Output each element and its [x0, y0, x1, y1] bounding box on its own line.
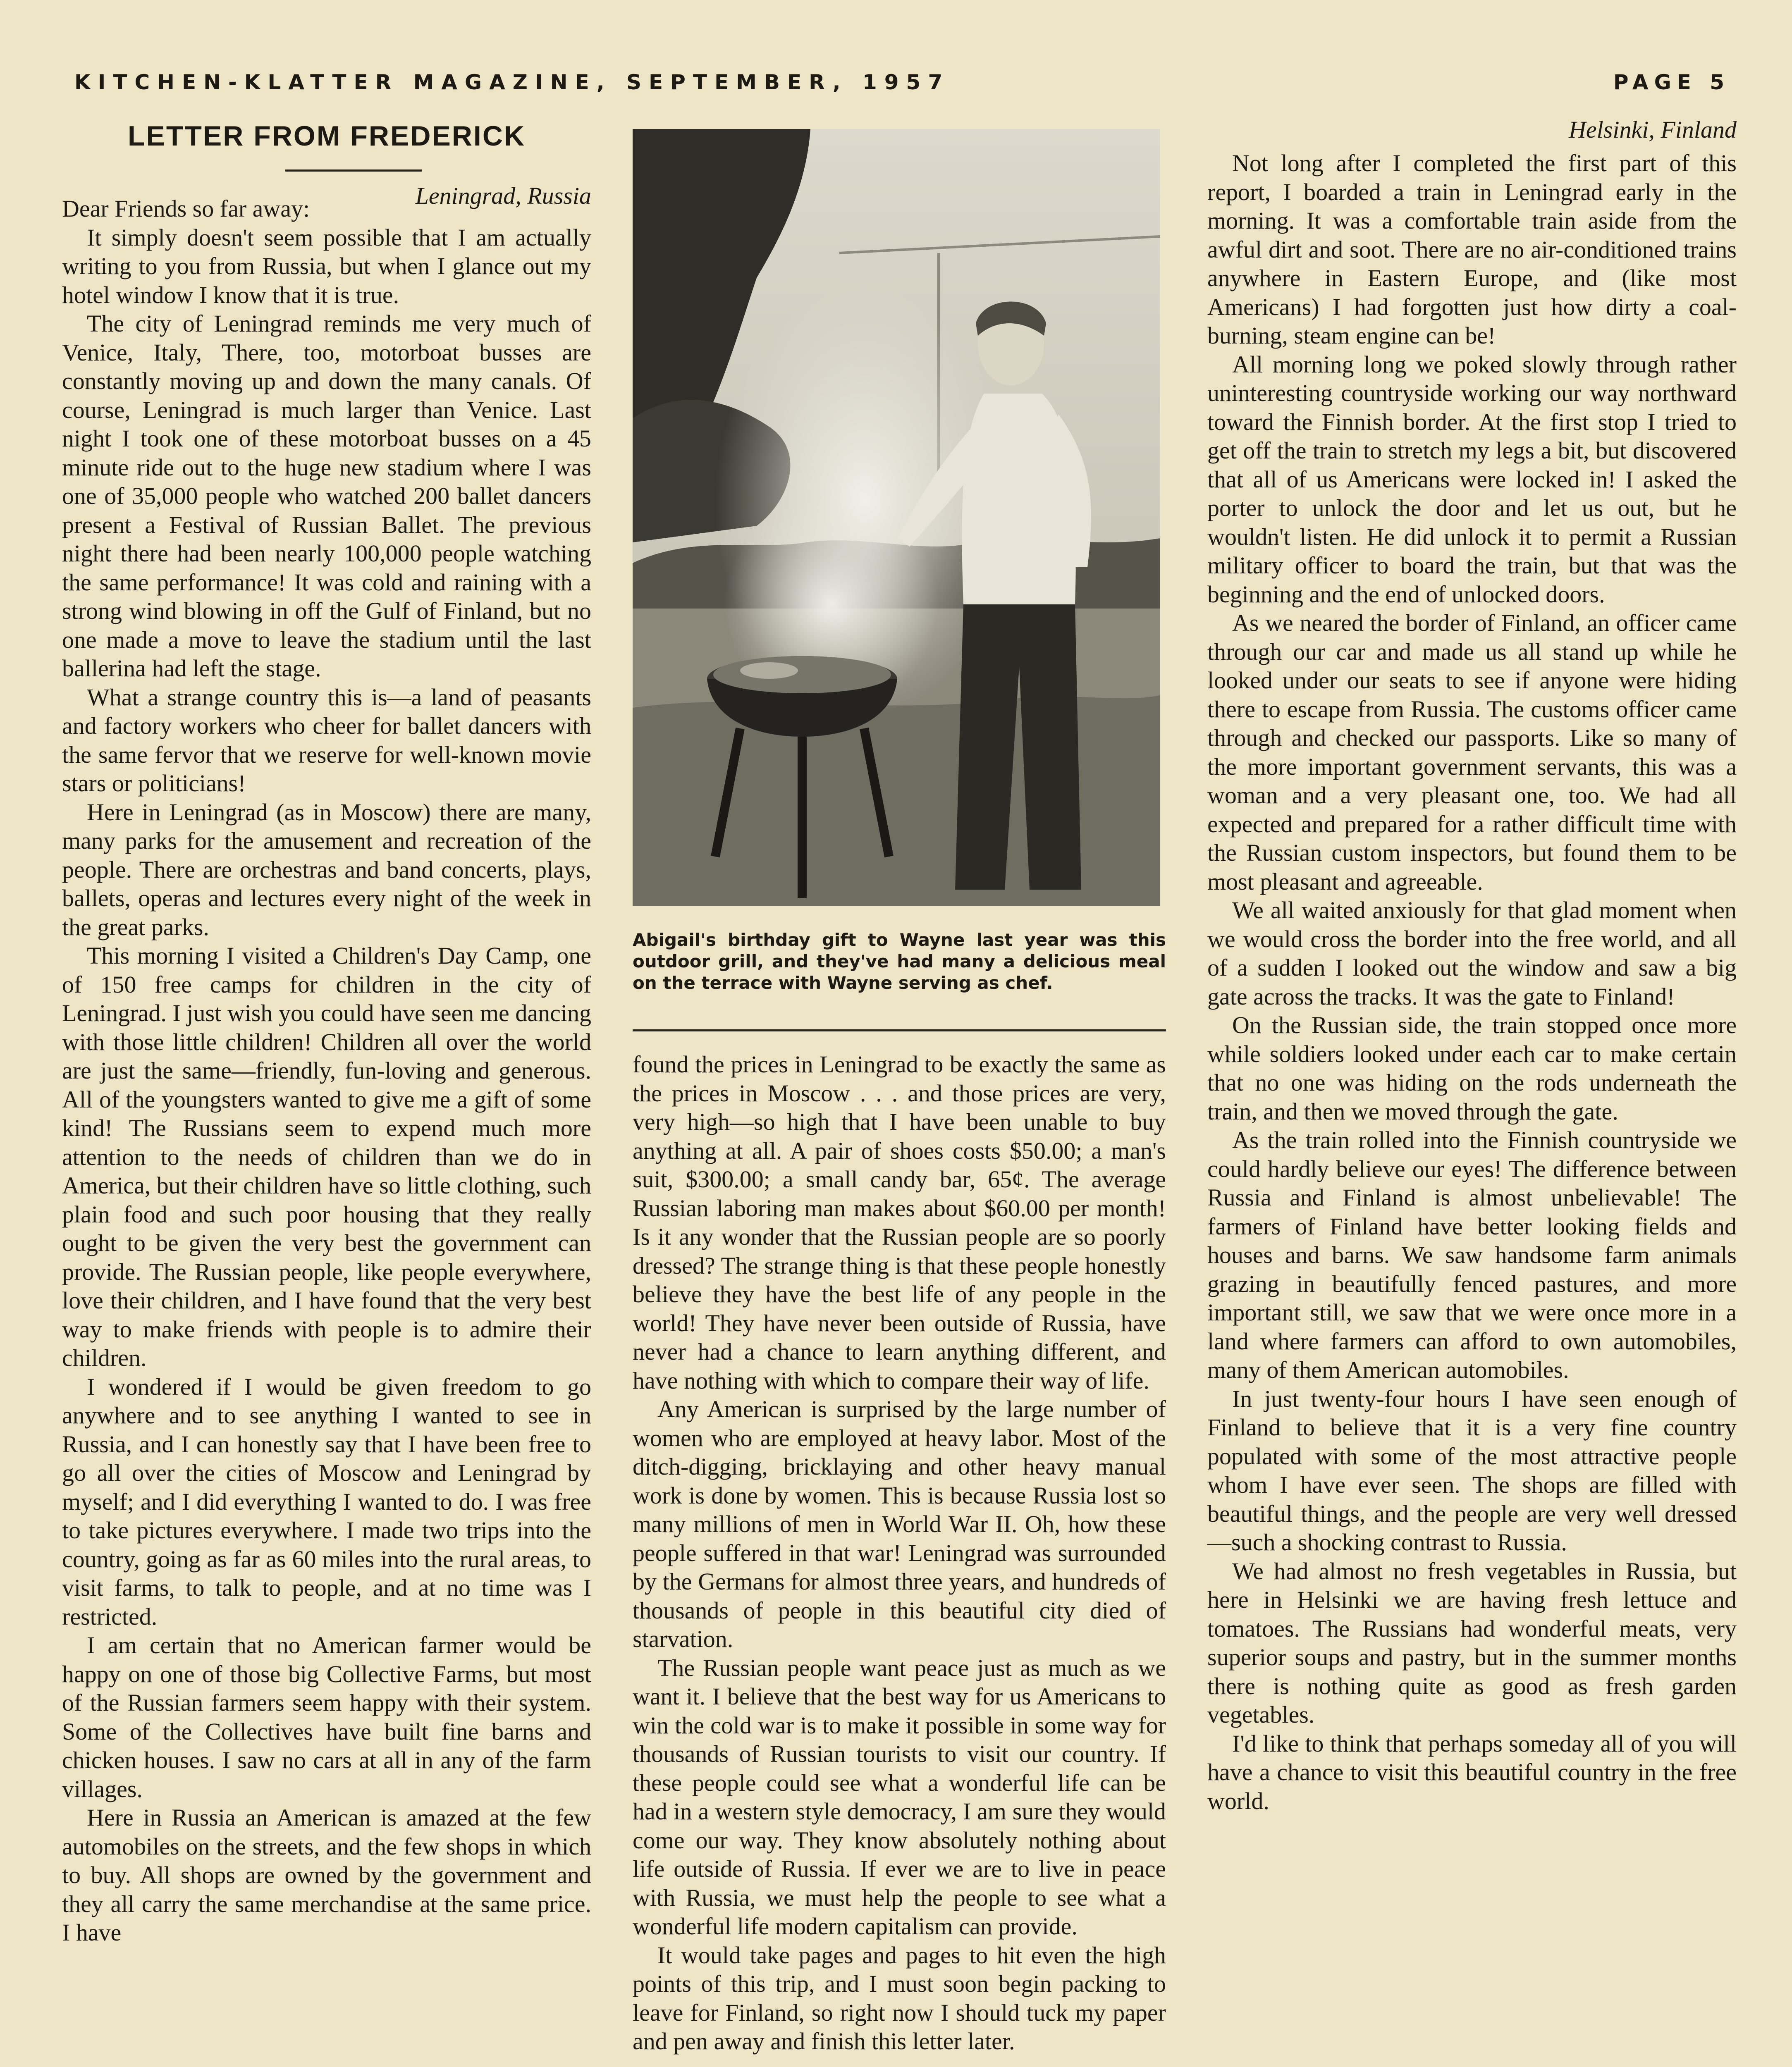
body-paragraph: This morning I visited a Children's Day Camp, one of 150 free camps for children in the city of Leningrad. I just wish you could have seen me dancing with those little children! Children all over the world are just the same—friendly, fun-loving and generous. All of the youngsters wanted to give me a gift of some kind! The Russians seem to expend much more attention to the needs of children than we do in America, but their children have so little clothing, such plain food and such poor housing that they really ought to be given the very best the government can provide. The Russian people, like people everywhere, love their children, and I have found that the very best way to make friends with people is to admire their children.	[62, 942, 591, 1371]
body-paragraph: found the prices in Leningrad to be exactly the same as the prices in Moscow . . . and those prices are very, very high—so high that I have been unable to buy anything at all. A pair of shoes costs $50.00; a man's suit, $300.00; a small candy bar, 65¢. The average Russian laboring man makes about $60.00 per month! Is it any wonder that the Russian people are so poorly dressed? The strange thing is that these people honestly believe they have the best life of any people in the world! They have never been outside of Russia, have never had a chance to learn anything different, and have nothing with which to compare their way of life.	[633, 1051, 1166, 1394]
body-paragraph: In just twenty-four hours I have seen enough of Finland to believe that it is a very fine country populated with some of the most attractive people whom I have ever seen. The shops are filled with beautiful things, and the people are very well dressed—such a shocking contrast to Russia.	[1207, 1385, 1737, 1556]
body-paragraph: Any American is surprised by the large number of women who are employed at heavy labor. Most of the ditch-digging, bricklaying and other heavy manual work is done by women. This is because Russia lost so many millions of men in World War II. Oh, how these people suffered in that war! Leningrad was surrounded by the Germans for almost three years, and hundreds of thousands of people in this beautiful city died of starvation.	[633, 1396, 1166, 1652]
title-rule	[285, 169, 422, 172]
body-paragraph: As the train rolled into the Finnish countryside we could hardly believe our eyes! The difference between Russia and Finland is almost unbelievable! The farmers of Finland have better looking fields and houses and barns. We saw handsome farm animals grazing in beautifully fenced pastures, and more important still, we saw that we were once more in a land where farmers can afford to own automobiles, many of them American automobiles.	[1207, 1127, 1737, 1383]
column-1	[62, 194, 591, 1947]
salutation-paragraph: Dear Friends so far away:	[62, 195, 310, 222]
body-paragraph: The city of Leningrad reminds me very much of Venice, Italy, There, too, motorboat busses are constantly moving up and down the many canals. Of course, Leningrad is much larger than Venice. Last night I took one of these motorboat busses on a 45 minute ride out to the huge new stadium where I was one of 35,000 people who watched 200 ballet dancers present a Festival of Russian Ballet. The previous night there had been nearly 100,000 people watching the same performance! It was cold and raining with a strong wind blowing in off the Gulf of Finland, but no one made a move to leave the stadium until the last ballerina had left the stage.	[62, 310, 591, 682]
body-paragraph: Here in Leningrad (as in Moscow) there are many, many parks for the amusement and recreation of the people. There are orchestras and band concerts, plays, ballets, operas and lectures every night of the week in the great parks.	[62, 798, 591, 940]
body-paragraph: What a strange country this is—a land of peasants and factory workers who cheer for ballet dancers with the same fervor that we reserve for well-known movie stars or politicians!	[62, 683, 591, 797]
page-number: PAGE 5	[1613, 70, 1730, 94]
body-paragraph: I wondered if I would be given freedom to go anywhere and to see anything I wanted to see in Russia, and I can honestly say that I have been free to go all over the cities of Moscow and Leningrad by myself; and I did everything I wanted to do. I was free to take pictures everywhere. I made two trips into the country, going as far as 60 miles into the rural areas, to visit farms, to talk to people, and at no time was I restricted.	[62, 1373, 591, 1630]
grill-photo	[633, 129, 1160, 906]
body-paragraph: It would take pages and pages to hit even the high points of this trip, and I must soon begin packing to leave for Finland, so right now I should tuck my paper and pen away and finish this letter later.	[633, 1941, 1166, 2055]
body-paragraph: I am certain that no American farmer would be happy on one of those big Collective Farms, but most of the Russian farmers seem happy with their system. Some of the Collectives have built fine barns and chicken houses. I saw no cars at all in any of the farm villages.	[62, 1632, 591, 1802]
body-paragraph: Here in Russia an American is amazed at the few automobiles on the streets, and the few shops in which to buy. All shops are owned by the government and they all carry the same merchandise at the same price. I have	[62, 1804, 591, 1946]
column-2	[633, 1050, 1166, 2056]
dateline-leningrad: Leningrad, Russia	[415, 182, 591, 209]
grill-photo-illustration	[633, 129, 1160, 906]
body-paragraph: We had almost no fresh vegetables in Russia, but here in Helsinki we are having fresh lettuce and tomatoes. The Russians had wonderful meats, very superior soups and pastry, but in the summer months there is nothing quite as good as fresh garden vegetables.	[1207, 1557, 1737, 1728]
body-paragraph: It simply doesn't seem possible that I am actually writing to you from Russia, but when I glance out my hotel window I know that it is true.	[62, 224, 591, 308]
column-3	[1207, 149, 1737, 1815]
body-paragraph: I'd like to think that perhaps someday all of you will have a chance to visit this beautiful country in the free world.	[1207, 1730, 1737, 1814]
article-title: LETTER FROM FREDERICK	[127, 120, 526, 152]
running-header	[74, 70, 1730, 103]
body-paragraph: As we neared the border of Finland, an officer came through our car and made us all stand up while he looked under our seats to see if anyone were hiding there to escape from Russia. The customs officer came through and checked our passports. Like so many of the more important government servants, this was a woman and a very pleasant one, too. We had all expected and prepared for a rather difficult time with the Russian custom inspectors, but found them to be most pleasant and agreeable.	[1207, 609, 1737, 895]
body-paragraph: On the Russian side, the train stopped once more while soldiers looked under each car to make certain that no one was hiding on the rods underneath the train, and then we moved through the gate.	[1207, 1012, 1737, 1125]
caption-rule	[633, 1029, 1166, 1031]
body-paragraph: The Russian people want peace just as much as we want it. I believe that the best way for us Americans to win the cold war is to make it possible in some way for thousands of Russian tourists to visit our country. If these people could see what a wonderful life can be had in a western style democracy, I am sure they would come our way. They know absolutely nothing about life outside of Russia. If ever we are to live in peace with Russia, we must help the people to see what a wonderful life modern capitalism can provide.	[633, 1654, 1166, 1940]
body-paragraph: All morning long we poked slowly through rather uninteresting countryside working our way northward toward the Finnish border. At the first stop I tried to get off the train to stretch my legs a bit, but discovered that all of us Americans were locked in! I asked the porter to unlock the door and let us out, but he wouldn't listen. He did unlock it to permit a Russian military officer to board the train, but that was the beginning and the end of unlocked doors.	[1207, 351, 1737, 608]
body-paragraph: We all waited anxiously for that glad moment when we would cross the border into the free world, and all of a sudden I looked out the window and saw a big gate across the tracks. It was the gate to Finland!	[1207, 897, 1737, 1010]
magazine-running-title: KITCHEN-KLATTER MAGAZINE, SEPTEMBER, 1957	[74, 70, 950, 94]
body-paragraph: Not long after I completed the first part of this report, I boarded a train in Leningrad early in the morning. It was a comfortable train aside from the awful dirt and soot. There are no air-conditioned trains anywhere in Eastern Europe, and (like most Americans) I had forgotten just how dirty a coal-burning, steam engine can be!	[1207, 150, 1737, 349]
photo-caption: Abigail's birthday gift to Wayne last year was this outdoor grill, and they've had many a delicious meal on the terrace with Wayne serving as chef.	[633, 930, 1166, 993]
dateline-helsinki: Helsinki, Finland	[1569, 116, 1737, 143]
